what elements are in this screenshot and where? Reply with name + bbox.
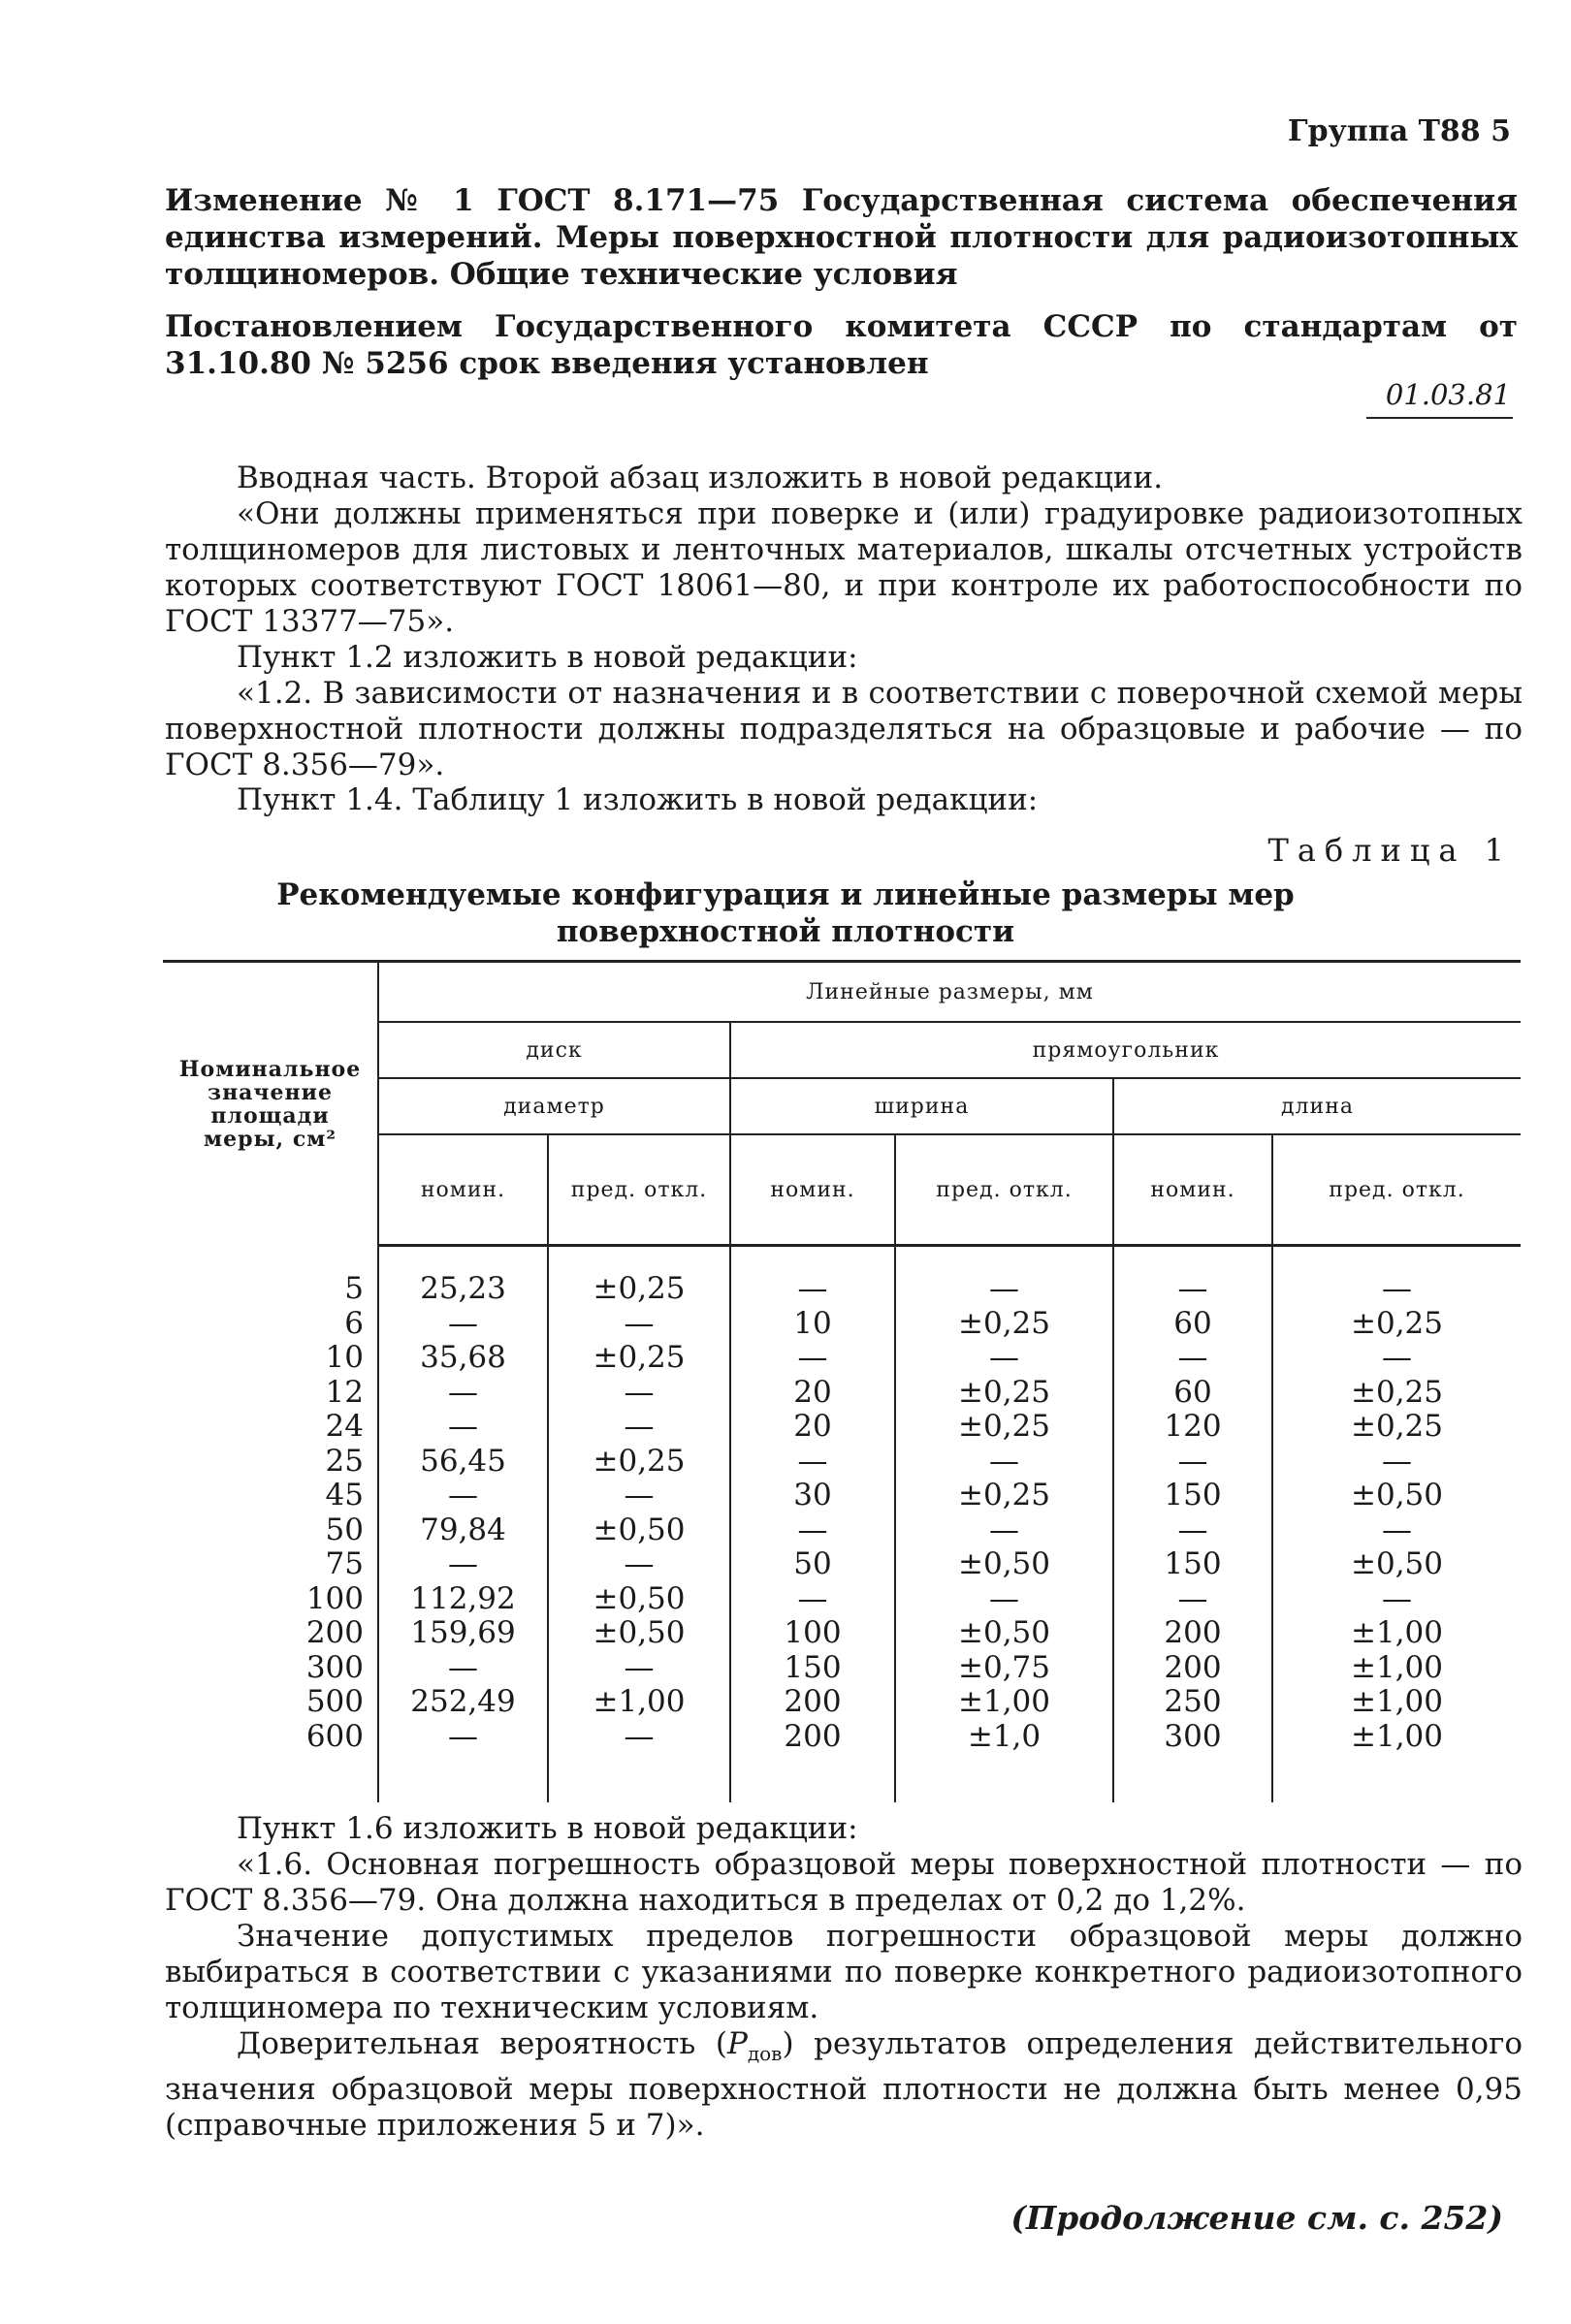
cell-diameter-tol: — (548, 1376, 730, 1411)
group-code: Группа Т88 5 (1287, 114, 1511, 148)
paragraph-clause-14: Пункт 1.4. Таблицу 1 изложить в новой редакции: (237, 782, 1039, 817)
symbol-p: P (726, 2026, 748, 2061)
paragraph-quote-2: «1.2. В зависимости от назначения и в соответствии с поверочной схемой меры поверхностной плотности должны подразделяться на образцовые и рабочие — по ГОСТ 8.356—79». (165, 676, 1523, 782)
cell-area: 24 (325, 1409, 364, 1444)
cell-diameter-nom: — (378, 1307, 548, 1342)
cell-length-nom: 120 (1113, 1410, 1272, 1445)
cell-length-tol: — (1272, 1272, 1521, 1307)
cell-diameter-nom: — (378, 1376, 548, 1411)
cell-diameter-tol: ±0,25 (548, 1272, 730, 1307)
cell-diameter-nom: — (378, 1479, 548, 1513)
cell-diameter-nom: 112,92 (378, 1582, 548, 1617)
cell-diameter-nom: — (378, 1720, 548, 1755)
table-row (163, 1685, 1521, 1720)
header-diameter: диаметр (378, 1078, 730, 1134)
cell-diameter-tol: ±0,50 (548, 1616, 730, 1651)
cell-diameter-tol: — (548, 1307, 730, 1342)
cell-length-nom: — (1113, 1582, 1272, 1617)
cell-area: 600 (305, 1718, 364, 1754)
cell-length-tol: ±0,50 (1272, 1547, 1521, 1582)
cell-diameter-tol: ±0,50 (548, 1582, 730, 1617)
cell-width-nom: 100 (730, 1616, 895, 1651)
table-row (163, 1479, 1521, 1513)
header-linear-sizes: Линейные размеры, мм (378, 962, 1521, 1023)
header-width-nom: номин. (730, 1134, 895, 1246)
table-row (163, 1720, 1521, 1755)
cell-length-nom: 60 (1113, 1376, 1272, 1411)
cell-width-tol: ±0,50 (895, 1616, 1113, 1651)
cell-length-tol: ±0,25 (1272, 1307, 1521, 1342)
symbol-subscript: дов (747, 2042, 783, 2066)
table-row (163, 1341, 1521, 1376)
cell-width-nom: — (730, 1272, 895, 1307)
cell-diameter-nom: 25,23 (378, 1272, 548, 1307)
cell-diameter-nom: — (378, 1547, 548, 1582)
cell-width-tol: — (895, 1445, 1113, 1480)
cell-width-nom: — (730, 1445, 895, 1480)
cell-length-nom: 150 (1113, 1479, 1272, 1513)
cell-width-nom: 30 (730, 1479, 895, 1513)
paragraph-clause-16: Пункт 1.6 изложить в новой редакции: (237, 1811, 858, 1846)
cell-length-tol: ±0,25 (1272, 1376, 1521, 1411)
cell-diameter-nom: 159,69 (378, 1616, 548, 1651)
cell-area: 50 (325, 1512, 364, 1547)
table-row (163, 1616, 1521, 1651)
cell-diameter-nom: — (378, 1651, 548, 1686)
dimensions-table (163, 960, 1521, 1802)
paragraph-confidence: Доверительная вероятность $(P_{дов})$ результатов определения действительного значения образцовой меры поверхностной плотности не должна быть менее 0,95 (справочные приложения 5 и 7)». (165, 2026, 1523, 2144)
cell-width-tol: ±0,50 (895, 1547, 1113, 1582)
cell-area: 300 (305, 1649, 364, 1685)
header-rectangle: прямоугольник (730, 1022, 1521, 1078)
cell-width-nom: 150 (730, 1651, 895, 1686)
cell-length-tol: — (1272, 1513, 1521, 1548)
cell-length-nom: 300 (1113, 1720, 1272, 1755)
cell-diameter-tol: ±0,25 (548, 1445, 730, 1480)
cell-length-nom: 150 (1113, 1547, 1272, 1582)
table-row (163, 1376, 1521, 1411)
cell-length-tol: — (1272, 1341, 1521, 1376)
cell-length-tol: ±0,50 (1272, 1479, 1521, 1513)
amendment-title: Изменение № 1 ГОСТ 8.171—75 Государственная система обеспечения единства измерений. Меры поверхностной плотности для радиоизотопных толщиномеров. Общие технические условия (165, 183, 1518, 292)
cell-width-nom: 10 (730, 1307, 895, 1342)
cell-diameter-tol: ±0,50 (548, 1513, 730, 1548)
decree-line: Постановлением Государственного комитета СССР по стандартам от 31.10.80 № 5256 срок введения установлен (165, 309, 1518, 381)
cell-width-nom: 20 (730, 1376, 895, 1411)
cell-diameter-tol: — (548, 1547, 730, 1582)
cell-width-nom: 20 (730, 1410, 895, 1445)
cell-width-tol: — (895, 1513, 1113, 1548)
header-disk: диск (378, 1022, 730, 1078)
cell-diameter-tol: ±0,25 (548, 1341, 730, 1376)
cell-area: 500 (305, 1684, 364, 1719)
cell-length-nom: 60 (1113, 1307, 1272, 1342)
cell-diameter-nom: 252,49 (378, 1685, 548, 1720)
table-row (163, 1410, 1521, 1445)
paragraph-intro: Вводная часть. Второй абзац изложить в новой редакции. (237, 461, 1164, 495)
cell-diameter-nom: — (378, 1410, 548, 1445)
table-row (163, 1651, 1521, 1686)
cell-length-tol: — (1272, 1582, 1521, 1617)
cell-area: 100 (305, 1580, 364, 1616)
cell-width-nom: 200 (730, 1685, 895, 1720)
cell-width-tol: ±0,75 (895, 1651, 1113, 1686)
cell-length-nom: — (1113, 1513, 1272, 1548)
continuation-note: (Продолжение см. с. 252) (1010, 2199, 1503, 2237)
table-row (163, 1307, 1521, 1342)
cell-length-tol: — (1272, 1445, 1521, 1480)
cell-width-tol: ±0,25 (895, 1307, 1113, 1342)
cell-area: 45 (325, 1478, 364, 1512)
cell-length-nom: 200 (1113, 1616, 1272, 1651)
cell-length-tol: ±0,25 (1272, 1410, 1521, 1445)
cell-area: 10 (325, 1340, 364, 1375)
cell-area: 12 (325, 1374, 364, 1410)
header-area: Номинальное значение площади меры, см² (163, 962, 378, 1246)
paragraph-error-limits: Значение допустимых пределов погрешности образцовой меры должно выбираться в соответствии с указаниями по поверке конкретного радиоизотопного толщиномера по техническим условиям. (165, 1919, 1523, 2025)
header-length-tol: пред. откл. (1272, 1134, 1521, 1246)
cell-length-nom: 250 (1113, 1685, 1272, 1720)
header-length: длина (1113, 1078, 1521, 1134)
table-row (163, 1272, 1521, 1307)
cell-diameter-tol: — (548, 1410, 730, 1445)
cell-area: 75 (325, 1546, 364, 1581)
cell-area: 6 (344, 1305, 364, 1341)
header-width-tol: пред. откл. (895, 1134, 1113, 1246)
cell-length-nom: 200 (1113, 1651, 1272, 1686)
cell-diameter-tol: — (548, 1651, 730, 1686)
cell-area: 200 (305, 1615, 364, 1650)
cell-diameter-tol: — (548, 1720, 730, 1755)
cell-length-tol: ±1,00 (1272, 1685, 1521, 1720)
cell-width-tol: — (895, 1341, 1113, 1376)
cell-length-nom: — (1113, 1445, 1272, 1480)
cell-diameter-tol: ±1,00 (548, 1685, 730, 1720)
table-row (163, 1582, 1521, 1617)
cell-width-tol: — (895, 1582, 1113, 1617)
effective-date: 01.03.81 (1366, 378, 1513, 419)
cell-width-tol: ±0,25 (895, 1479, 1113, 1513)
table-row (163, 1547, 1521, 1582)
cell-width-nom: — (730, 1513, 895, 1548)
cell-length-tol: ±1,00 (1272, 1720, 1521, 1755)
cell-width-nom: 50 (730, 1547, 895, 1582)
cell-length-tol: ±1,00 (1272, 1616, 1521, 1651)
paragraph-quote-3: «1.6. Основная погрешность образцовой меры поверхностной плотности — по ГОСТ 8.356—79. Она должна находиться в пределах от 0,2 до 1,2%. (165, 1847, 1523, 1918)
cell-width-tol: ±1,00 (895, 1685, 1113, 1720)
cell-diameter-nom: 56,45 (378, 1445, 548, 1480)
cell-diameter-nom: 79,84 (378, 1513, 548, 1548)
cell-width-nom: — (730, 1582, 895, 1617)
cell-length-tol: ±1,00 (1272, 1651, 1521, 1686)
cell-width-nom: — (730, 1341, 895, 1376)
header-diameter-nom: номин. (378, 1134, 548, 1246)
header-diameter-tol: пред. откл. (548, 1134, 730, 1246)
cell-diameter-tol: — (548, 1479, 730, 1513)
cell-length-nom: — (1113, 1272, 1272, 1307)
table-caption: Таблица 1 (1267, 832, 1513, 869)
cell-width-tol: ±0,25 (895, 1376, 1113, 1411)
table-row (163, 1513, 1521, 1548)
cell-width-nom: 200 (730, 1720, 895, 1755)
header-width: ширина (730, 1078, 1113, 1134)
cell-width-tol: ±1,0 (895, 1720, 1113, 1755)
cell-diameter-nom: 35,68 (378, 1341, 548, 1376)
cell-width-tol: ±0,25 (895, 1410, 1113, 1445)
header-length-nom: номин. (1113, 1134, 1272, 1246)
table-title: Рекомендуемые конфигурация и линейные размеры мер поверхностной плотности (276, 877, 1295, 949)
paragraph-clause-12: Пункт 1.2 изложить в новой редакции: (237, 640, 858, 675)
cell-length-nom: — (1113, 1341, 1272, 1376)
cell-area: 5 (344, 1271, 364, 1306)
table-row (163, 1445, 1521, 1480)
paragraph-quote-1: «Они должны применяться при поверке и (или) градуировке радиоизотопных толщиномеров для листовых и ленточных материалов, шкалы отсчетных устройств которых соответствуют ГОСТ 18061—80, и при контроле их работоспособности по ГОСТ 13377—75». (165, 496, 1523, 639)
cell-area: 25 (325, 1443, 364, 1479)
cell-width-tol: — (895, 1272, 1113, 1307)
